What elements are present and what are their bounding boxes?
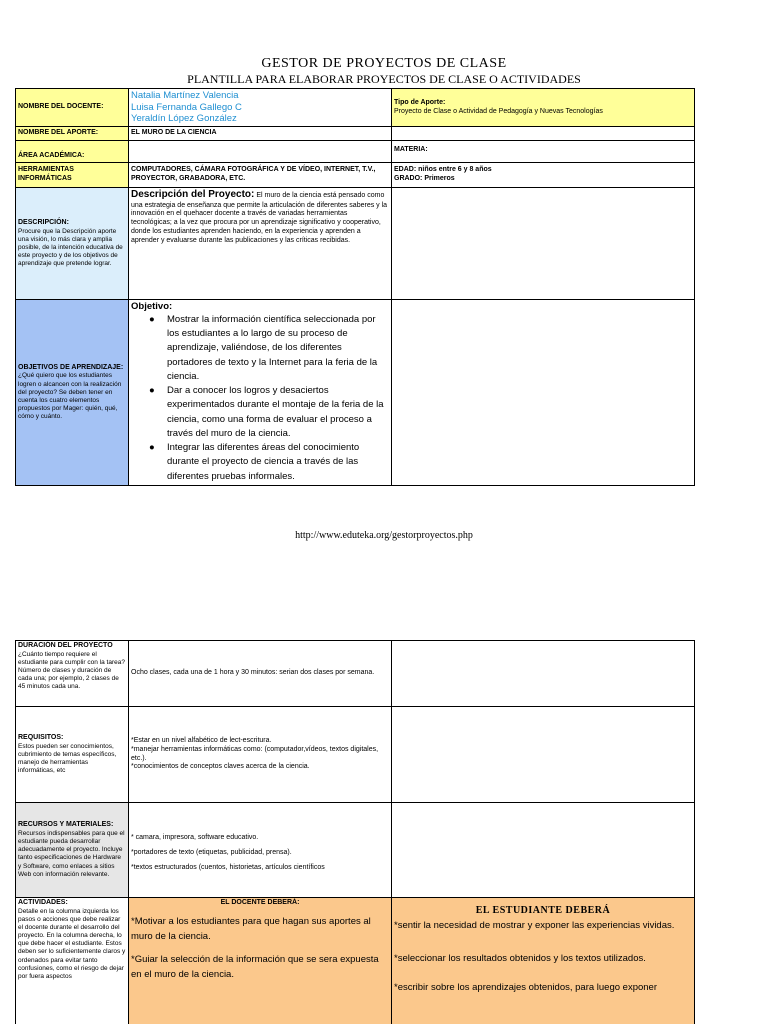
bullet-icon: ● xyxy=(149,442,155,454)
actividades-label-cell xyxy=(16,898,129,1024)
page-title: GESTOR DE PROYECTOS DE CLASE xyxy=(261,56,507,71)
empty-cell xyxy=(392,188,695,300)
docente-label: NOMBRE DEL DOCENTE: xyxy=(18,103,104,111)
docente-actividades-cell xyxy=(129,898,392,1024)
objetivos-help: ¿Qué quiero que los estudiantes logren o alcancen con la realización del proyecto? Se deben tener en cuenta los cuatro elementos propuestos por Mager: quién, qué, cómo y cuánto. xyxy=(18,372,122,421)
duracion-label: DURACIÓN DEL PROYECTO xyxy=(18,642,113,649)
area-label: ÁREA ACADÉMICA: xyxy=(18,152,85,160)
duracion-value: Ocho clases, cada una de 1 hora y 30 minutos: serian dos clases por semana. xyxy=(129,641,392,707)
descripcion-heading: Descripción del Proyecto: xyxy=(131,189,255,200)
requisitos-help: Estos pueden ser conocimientos, cubrimiento de temas específicos, manejo de herramientas informáticas, etc xyxy=(18,742,117,774)
edad-grado-cell xyxy=(392,163,695,188)
descripcion-text: El muro de la ciencia está pensado como una estrategia de enseñanza que permite la articulación de diferentes saberes y la innovación en el quehacer docente a través de variadas herramientas tecnológicas; a la vez que procura por un aprendizaje significativo y cooperativo, donde los estudiantes aprenden haciendo, en la experiencia y aprenden a aprender y evaluarse durante las publicaciones y las críticas recibidas. xyxy=(131,192,388,244)
descripcion-value-cell xyxy=(129,188,392,300)
table-row xyxy=(16,898,695,1024)
project-table-bottom xyxy=(15,640,695,1024)
list-item: *manejar herramientas informáticas como: (computador,vídeos, textos digitales, etc.). xyxy=(131,745,379,762)
objetivos-list xyxy=(131,313,389,484)
objetivos-label-cell xyxy=(16,300,129,486)
table-row xyxy=(16,141,695,163)
recursos-value-cell xyxy=(129,803,392,898)
requisitos-label: REQUISITOS: xyxy=(18,733,64,741)
estudiante-heading: EL ESTUDIANTE DEBERÁ xyxy=(475,905,611,916)
list-item: *Guiar la selección de la información que se sera expuesta en el muro de la ciencia. xyxy=(131,954,379,981)
list-item: *seleccionar los resultados obtenidos y los textos utilizados. xyxy=(394,952,646,964)
tipo-aporte-cell xyxy=(392,89,695,127)
bullet-icon: ● xyxy=(149,313,155,325)
list-item: *Motivar a los estudiantes para que hagan sus aportes al muro de la ciencia. xyxy=(131,915,371,942)
grado-value: GRADO: Primeros xyxy=(394,175,455,182)
docente-heading: EL DOCENTE DEBERÁ: xyxy=(220,899,300,906)
descripcion-help: Procure que la Descripción aporte una visión, lo más clara y amplia posible, de la intención educativa de este proyecto y de los objetivos de aprendizaje que pretende lograr. xyxy=(18,227,123,268)
aporte-label: NOMBRE DEL APORTE: xyxy=(18,129,99,137)
requisitos-value-cell xyxy=(129,707,392,803)
empty-cell xyxy=(392,300,695,486)
table-row xyxy=(16,641,695,707)
duracion-label-cell xyxy=(16,641,129,707)
materia-label: MATERIA: xyxy=(392,141,695,163)
requisitos-label-cell xyxy=(16,707,129,803)
list-item: ● Dar a conocer los logros y desaciertos experimentados durante el montaje de la feria de la ciencia, como una forma de evaluar el proceso a través del muro de la ciencia. xyxy=(149,385,384,439)
table-row xyxy=(16,89,695,127)
duracion-help: ¿Cuánto tiempo requiere el estudiante para cumplir con la tarea? Número de clases y duración de cada una; por ejemplo, 2 clases de 45 minutos cada una. xyxy=(18,650,125,691)
herramientas-label-cell xyxy=(16,163,129,188)
objetivos-value-cell xyxy=(129,300,392,486)
empty-cell xyxy=(392,127,695,141)
tipo-aporte-value: Proyecto de Clase o Actividad de Pedagogía y Nuevas Tecnologías xyxy=(394,107,603,115)
docente-name: Yeraldín López González xyxy=(131,113,237,125)
docente-name: Luisa Fernanda Gallego C xyxy=(131,101,242,113)
list-item: *textos estructurados (cuentos, historietas, artículos científicos xyxy=(131,863,325,871)
herramientas-value: COMPUTADORES, CÁMARA FOTOGRÁFICA Y DE VÍDEO, INTERNET, T.V., PROYECTOR, GRABADORA, ETC. xyxy=(129,163,392,188)
project-table-top xyxy=(15,88,695,486)
descripcion-label: DESCRIPCIÓN: xyxy=(18,218,69,226)
area-value xyxy=(129,141,392,163)
list-item: *portadores de texto (etiquetas, publicidad, prensa). xyxy=(131,849,292,857)
list-item: ● Mostrar la información científica seleccionada por los estudiantes a lo largo de su proceso de aprendizaje, valiéndose, de los diferentes portadores de texto y la Internet para la feria de la ciencia. xyxy=(149,313,378,382)
recursos-label-cell xyxy=(16,803,129,898)
list-item: *escribir sobre los aprendizajes obtenidos, para luego exponer xyxy=(394,981,657,993)
area-label-cell xyxy=(16,141,129,163)
herramientas-label: HERRAMIENTAS INFORMÁTICAS xyxy=(18,166,74,182)
objetivos-label: OBJETIVOS DE APRENDIZAJE: xyxy=(18,363,124,371)
docente-name: Natalia Martínez Valencia xyxy=(131,89,239,101)
tipo-aporte-label: Tipo de Aporte: xyxy=(394,98,446,106)
empty-cell xyxy=(392,641,695,707)
list-item: ● Integrar las diferentes áreas del conocimiento durante el proyecto de ciencia a través de las diferentes pruebas informales. xyxy=(149,442,360,482)
descripcion-label-cell xyxy=(16,188,129,300)
table-row xyxy=(16,707,695,803)
recursos-help: Recursos indispensables para que el estudiante pueda desarrollar adecuadamente el proyecto. Incluye tanto especificaciones de Hardware y Software, como enlaces a sitios Web con información relevante. xyxy=(18,830,125,878)
aporte-value: EL MURO DE LA CIENCIA xyxy=(129,127,392,141)
edad-value: EDAD: niños entre 6 y 8 años xyxy=(394,166,492,174)
actividades-label: ACTIVIDADES: xyxy=(18,899,68,906)
empty-cell xyxy=(392,707,695,803)
list-item: *sentir la necesidad de mostrar y exponer las experiencias vividas. xyxy=(394,919,675,931)
docente-value-cell xyxy=(129,89,392,127)
docente-label-cell xyxy=(16,89,129,127)
source-url: http://www.eduteka.org/gestorproyectos.php xyxy=(295,530,473,541)
bullet-icon: ● xyxy=(149,385,155,397)
empty-cell xyxy=(392,803,695,898)
list-item: *conocimientos de conceptos claves acerca de la ciencia. xyxy=(131,763,310,771)
list-item: * camara, impresora, software educativo. xyxy=(131,834,259,842)
table-row xyxy=(16,188,695,300)
recursos-label: RECURSOS Y MATERIALES: xyxy=(18,821,114,829)
table-row xyxy=(16,803,695,898)
table-row xyxy=(16,300,695,486)
page-subtitle: PLANTILLA PARA ELABORAR PROYECTOS DE CLASE O ACTIVIDADES xyxy=(187,72,581,86)
table-row xyxy=(16,163,695,188)
actividades-help: Detalle en la columna izquierda los pasos o acciones que debe realizar el docente durante el desarrollo del proyecto. En la columna derecha, lo que debe hacer el estudiante. Estos deben ser lo suficientemente claros y ordenados para evitar tanto confusiones, como el riesgo de dejar por fuera aspectos xyxy=(18,907,126,980)
objetivo-heading: Objetivo: xyxy=(131,301,173,312)
table-row xyxy=(16,127,695,141)
aporte-label-cell xyxy=(16,127,129,141)
list-item: *Estar en un nivel alfabético de lect-escritura. xyxy=(131,737,272,744)
estudiante-actividades-cell xyxy=(392,898,695,1024)
